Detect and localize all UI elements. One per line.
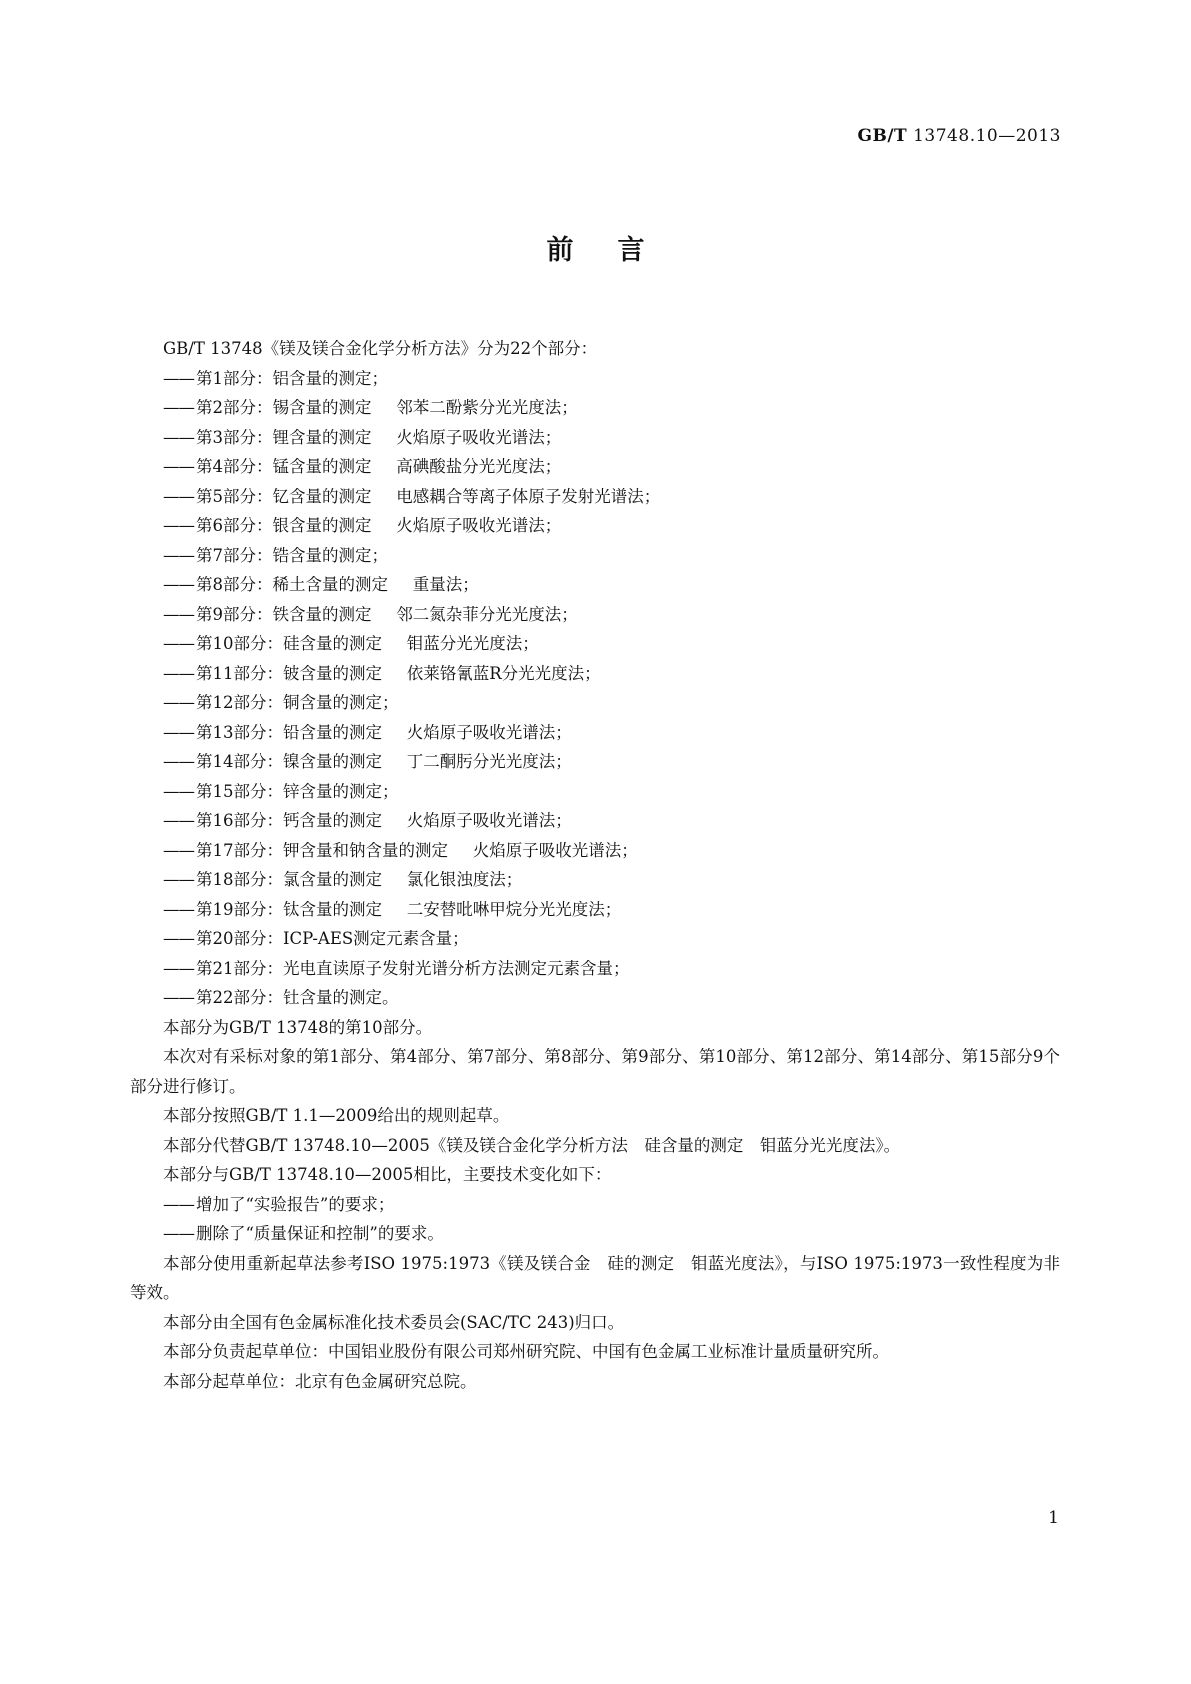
- part-label: 第6部分：: [196, 516, 273, 535]
- part-label: 第19部分：: [196, 899, 283, 919]
- part-list-item: [130, 718, 1060, 748]
- part-list-item: [130, 570, 1060, 600]
- part-method: 邻二氮杂菲分光光度法；: [396, 604, 578, 624]
- part-label: 第22部分：: [196, 988, 283, 1007]
- part-list-item: [130, 482, 1060, 512]
- dash-symbol: ——: [163, 722, 194, 742]
- dash-symbol: ——: [163, 634, 194, 653]
- part-label: 第14部分：: [196, 752, 283, 771]
- part-name: 钛含量的测定: [283, 899, 382, 919]
- standard-code: [857, 126, 1061, 146]
- part-method: 火焰原子吸收光谱法；: [396, 516, 562, 535]
- part-list-item: [130, 364, 1060, 394]
- part-list-item: [130, 747, 1060, 777]
- part-list-item: [130, 836, 1060, 866]
- part-method: 火焰原子吸收光谱法；: [406, 811, 572, 830]
- part-label: 第4部分：: [196, 457, 273, 476]
- committee-statement: 本部分由全国有色金属标准化技术委员会(SAC/TC 243)归口。: [163, 1312, 625, 1332]
- dash-symbol: ——: [163, 840, 194, 860]
- part-name: 铍含量的测定: [283, 663, 382, 683]
- part-list-item: [130, 924, 1060, 954]
- foreword-body: [130, 334, 1060, 1396]
- dash-symbol: ——: [163, 457, 194, 476]
- dash-symbol: ——: [163, 752, 194, 771]
- dash-symbol: ——: [163, 486, 194, 506]
- part-name: 光电直读原子发射光谱分析方法测定元素含量；: [283, 958, 630, 978]
- standard-code-prefix: GB/T: [857, 126, 908, 146]
- part-method: 邻苯二酚紫分光光度法；: [396, 398, 578, 417]
- part-name: 稀土含量的测定: [272, 575, 388, 594]
- part-list-item: [130, 393, 1060, 423]
- dash-symbol: ——: [163, 604, 194, 624]
- change-item: [130, 1219, 1060, 1249]
- part-label: 第11部分：: [196, 663, 283, 683]
- part-name: 银含量的测定: [272, 516, 372, 535]
- part-list-item: [130, 541, 1060, 571]
- part-list-item: [130, 688, 1060, 718]
- part-label: 第2部分：: [196, 398, 273, 417]
- dash-symbol: ——: [163, 958, 194, 978]
- part-name: 锌含量的测定；: [283, 781, 399, 801]
- parts-list: [130, 364, 1060, 1013]
- part-label: 第21部分：: [196, 958, 283, 978]
- dash-symbol: ——: [163, 988, 194, 1007]
- dash-symbol: ——: [163, 663, 194, 683]
- dash-symbol: ——: [163, 368, 194, 388]
- part-label: 第12部分：: [196, 693, 283, 712]
- replaces-statement: 本部分代替GB/T 13748.10—2005《镁及镁合金化学分析方法 硅含量的测定 钼蓝分光光度法》。: [163, 1135, 901, 1155]
- part-label: 第8部分：: [196, 575, 273, 594]
- part-name: 铅含量的测定: [283, 722, 382, 742]
- part-label: 第3部分：: [196, 427, 273, 447]
- part-list-item: [130, 865, 1060, 895]
- page-title: 前言: [546, 235, 689, 266]
- part-name: 锆含量的测定；: [272, 545, 388, 565]
- part-method: 火焰原子吸收光谱法；: [396, 427, 562, 447]
- part-name: 硅含量的测定: [283, 634, 382, 653]
- part-method: 火焰原子吸收光谱法；: [472, 840, 638, 860]
- dash-symbol: ——: [163, 545, 194, 565]
- part-name: 氯含量的测定: [283, 870, 382, 889]
- dash-symbol: ——: [163, 899, 194, 919]
- part-list-item: [130, 452, 1060, 482]
- part-method: 丁二酮肟分光光度法；: [406, 752, 572, 771]
- part-label: 第5部分：: [196, 486, 273, 506]
- dash-symbol: ——: [163, 427, 194, 447]
- part-name: 铝含量的测定；: [272, 368, 388, 388]
- part-label: 第17部分：: [196, 840, 283, 860]
- intro-paragraph: GB/T 13748《镁及镁合金化学分析方法》分为22个部分：: [163, 339, 598, 358]
- part-list-item: [130, 777, 1060, 807]
- change-item: [130, 1190, 1060, 1220]
- part-list-item: [130, 600, 1060, 630]
- part-method: 氯化银浊度法；: [406, 870, 523, 889]
- part-label: 第7部分：: [196, 545, 273, 565]
- part-label: 第1部分：: [196, 368, 273, 388]
- drafter-statement: 本部分起草单位：北京有色金属研究总院。: [163, 1371, 477, 1391]
- part-list-item: [130, 983, 1060, 1013]
- part-label: 第9部分：: [196, 604, 273, 624]
- revision-statement: 本次对有采标对象的第1部分、第4部分、第7部分、第8部分、第9部分、第10部分、第12部分、第14部分、第15部分9个部分进行修订。: [130, 1047, 1060, 1096]
- part-method: 二安替吡啉甲烷分光光度法；: [406, 899, 622, 919]
- page-number: 1: [1048, 1508, 1059, 1528]
- dash-symbol: ——: [163, 575, 194, 594]
- dash-symbol: ——: [163, 693, 194, 712]
- part-label: 第15部分：: [196, 781, 283, 801]
- dash-symbol: ——: [163, 1194, 194, 1214]
- part-method: 火焰原子吸收光谱法；: [406, 722, 572, 742]
- part-name: 锡含量的测定: [272, 398, 372, 417]
- part-name: 钾含量和钠含量的测定: [283, 840, 448, 860]
- change-item-text: 删除了“质量保证和控制”的要求。: [196, 1224, 444, 1243]
- dash-symbol: ——: [163, 398, 194, 417]
- part-method: 电感耦合等离子体原子发射光谱法；: [396, 486, 661, 506]
- changes-intro: 本部分与GB/T 13748.10—2005相比，主要技术变化如下：: [163, 1165, 612, 1184]
- part-name: 钙含量的测定: [283, 811, 382, 830]
- iso-reference-statement: 本部分使用重新起草法参考ISO 1975:1973《镁及镁合金 硅的测定 钼蓝光度法》，与ISO 1975:1973一致性程度为非等效。: [130, 1253, 1060, 1302]
- part-name: 镍含量的测定: [283, 752, 382, 771]
- part-method: 依莱铬氰蓝R分光光度法；: [406, 663, 601, 683]
- dash-symbol: ——: [163, 929, 194, 948]
- part-name: 锰含量的测定: [272, 457, 372, 476]
- part-method: 高碘酸盐分光光度法；: [396, 457, 562, 476]
- part-name: 锂含量的测定: [272, 427, 372, 447]
- part-name: 钍含量的测定。: [283, 988, 399, 1007]
- part-of-statement: 本部分为GB/T 13748的第10部分。: [163, 1017, 433, 1037]
- part-list-item: [130, 954, 1060, 984]
- part-list-item: [130, 895, 1060, 925]
- dash-symbol: ——: [163, 1224, 194, 1243]
- dash-symbol: ——: [163, 516, 194, 535]
- part-method: 重量法；: [412, 575, 479, 594]
- dash-symbol: ——: [163, 781, 194, 801]
- part-label: 第20部分：: [196, 929, 283, 948]
- part-label: 第18部分：: [196, 870, 283, 889]
- change-item-text: 增加了“实验报告”的要求；: [196, 1194, 395, 1214]
- part-method: 钼蓝分光光度法；: [406, 634, 539, 653]
- part-label: 第13部分：: [196, 722, 283, 742]
- part-list-item: [130, 629, 1060, 659]
- dash-symbol: ——: [163, 811, 194, 830]
- part-name: ICP-AES测定元素含量；: [283, 929, 469, 948]
- drafted-per-statement: 本部分按照GB/T 1.1—2009给出的规则起草。: [163, 1106, 510, 1125]
- standard-code-number: 13748.10—2013: [913, 126, 1061, 146]
- part-name: 铁含量的测定: [272, 604, 372, 624]
- part-name: 钇含量的测定: [272, 486, 372, 506]
- part-label: 第16部分：: [196, 811, 283, 830]
- part-list-item: [130, 511, 1060, 541]
- part-name: 铜含量的测定；: [283, 693, 399, 712]
- responsible-drafter-statement: 本部分负责起草单位：中国铝业股份有限公司郑州研究院、中国有色金属工业标准计量质量研究所。: [163, 1342, 889, 1361]
- part-list-item: [130, 423, 1060, 453]
- part-list-item: [130, 806, 1060, 836]
- part-list-item: [130, 659, 1060, 689]
- dash-symbol: ——: [163, 870, 194, 889]
- part-label: 第10部分：: [196, 634, 283, 653]
